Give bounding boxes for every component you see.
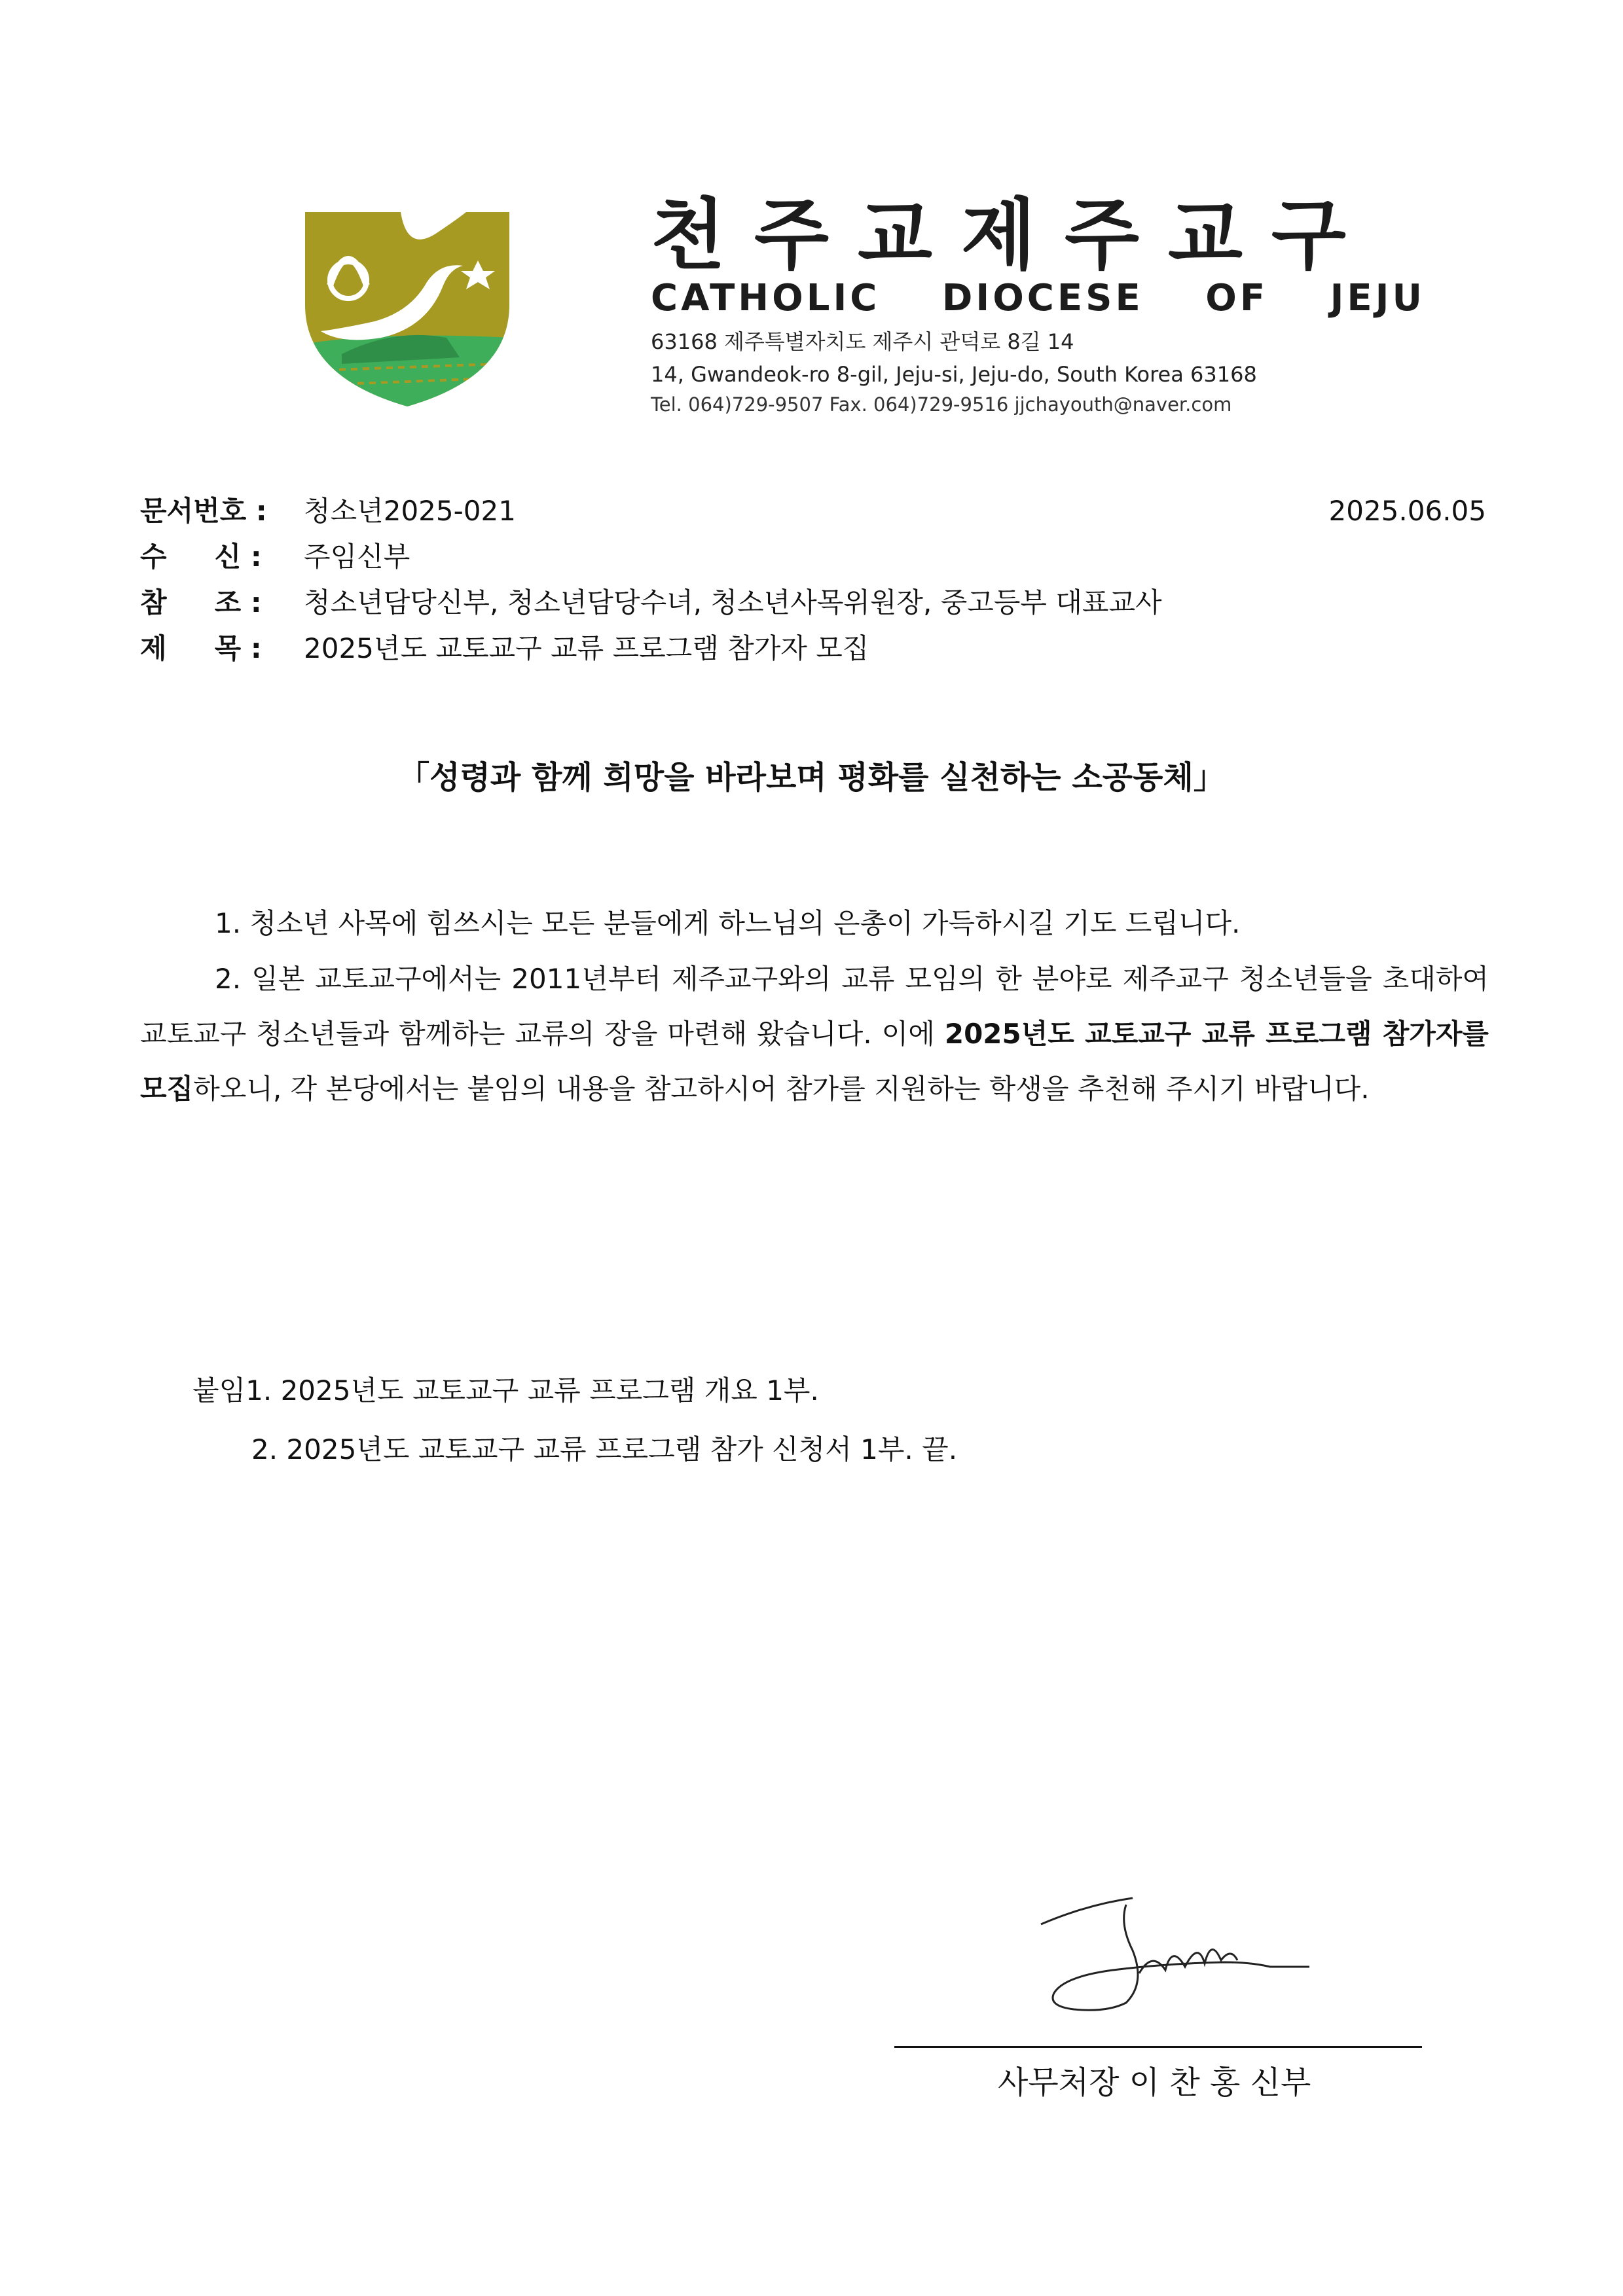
diocese-logo-icon <box>302 207 512 410</box>
paragraph-2-emphasis: 2025년도 교토교구 교류 프로그램 참가자를 모집 <box>140 1018 1489 1105</box>
paragraph-2-text-end: 하오니, 각 본당에서는 붙임의 내용을 참고하시어 참가를 지원하는 학생을 추천해 주시기 바랍니다. <box>193 1073 1370 1105</box>
contact-info: Tel. 064)729-9507 Fax. 064)729-9516 jjchayouth@naver.com <box>651 393 1232 416</box>
doc-number-label: 문서번호 : <box>140 495 267 527</box>
attachment-1: 붙임1. 2025년도 교토교구 교류 프로그램 개요 1부. <box>192 1374 819 1407</box>
signature-icon <box>1034 1878 1316 2022</box>
motto: 「성령과 함께 희망을 바라보며 평화를 실천하는 소공동체」 <box>398 759 1225 796</box>
signature-line <box>894 2046 1422 2048</box>
reference: 청소년담당신부, 청소년담당수녀, 청소년사목위원장, 중고등부 대표교사 <box>304 586 1162 619</box>
recipient: 주임신부 <box>304 541 410 573</box>
org-name-en: CATHOLIC DIOCESE OF JEJU <box>651 277 1425 319</box>
attachment-2: 2. 2025년도 교토교구 교류 프로그램 참가 신청서 1부. 끝. <box>251 1433 958 1465</box>
signer-name: 사무처장 이 찬 홍 신부 <box>998 2064 1311 2101</box>
address-en: 14, Gwandeok-ro 8-gil, Jeju-si, Jeju-do, South Korea 63168 <box>651 362 1257 387</box>
subject-label: 제 목 : <box>140 632 262 664</box>
address-ko: 63168 제주특별자치도 제주시 관덕로 8길 14 <box>651 329 1074 354</box>
paragraph-2-text: 2. 일본 교토교구에서는 2011년부터 제주교구와의 교류 모임의 한 분야로 제주교구 청소년들을 초대하여 교토교구 청소년들과 함께하는 교류의 장을 마련해 왔습니다. 이에 <box>140 963 1489 1050</box>
paragraph-1: 1. 청소년 사목에 힘쓰시는 모든 분들에게 하느님의 은총이 가득하시길 기도 드립니다. <box>215 907 1241 939</box>
paragraph-2 <box>140 952 1489 1117</box>
subject: 2025년도 교토교구 교류 프로그램 참가자 모집 <box>304 632 869 664</box>
recipient-label: 수 신 : <box>140 541 262 573</box>
reference-label: 참 조 : <box>140 586 262 619</box>
doc-date: 2025.06.05 <box>1328 495 1486 527</box>
doc-number: 청소년2025-021 <box>304 495 516 527</box>
org-name-ko: 천주교제주교구 <box>651 190 1375 280</box>
